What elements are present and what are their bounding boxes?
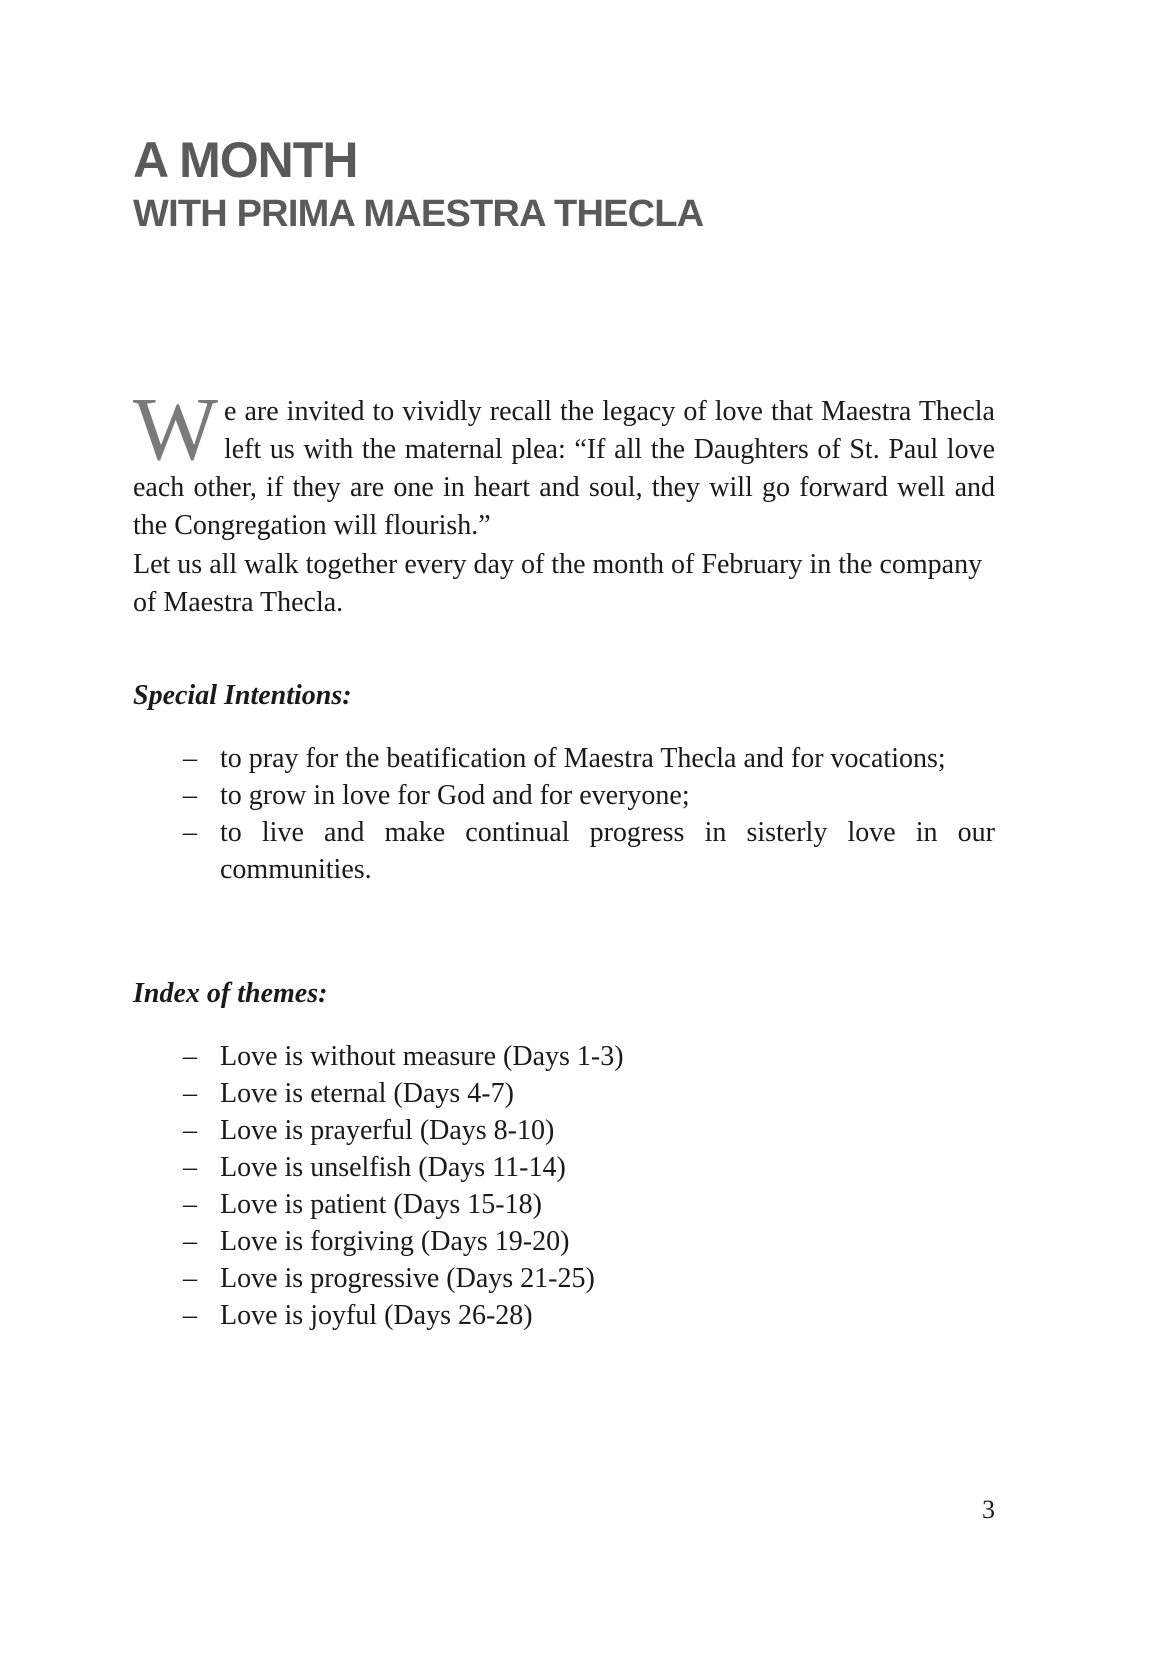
list-item-text: Love is patient (Days 15-18): [220, 1189, 542, 1220]
dash-bullet: –: [183, 817, 197, 848]
dash-bullet: –: [183, 1189, 197, 1220]
dash-bullet: –: [183, 1226, 197, 1257]
intro-text-2: Let us all walk together every day of the month of February in the company of Maestra Thecla.: [133, 549, 983, 618]
list-item-text: to grow in love for God and for everyone;: [220, 780, 690, 811]
dash-bullet: –: [183, 1115, 197, 1146]
list-item-text: Love is unselfish (Days 11-14): [220, 1152, 566, 1183]
list-item: [133, 1075, 995, 1112]
intro-paragraph-2: [133, 546, 995, 622]
list-item-text: to pray for the beatification of Maestra Thecla and for vocations;: [220, 743, 946, 774]
dash-bullet: –: [183, 743, 197, 774]
list-item-text: Love is joyful (Days 26-28): [220, 1300, 533, 1331]
dash-bullet: –: [183, 1300, 197, 1331]
list-item-text: Love is progressive (Days 21-25): [220, 1263, 595, 1294]
intro-text: e are invited to vividly recall the legacy of love that Maestra Thecla left us with the maternal plea: “If all the Daughters of St. Paul love each other, if they are one in heart and soul, they will go forward well and the Congregation will flourish.”: [133, 396, 995, 541]
intro-paragraph: [133, 380, 995, 545]
list-item: [133, 814, 995, 888]
title-block: [133, 130, 1013, 238]
index-of-themes-list: [133, 1038, 995, 1334]
index-of-themes-heading: Index of themes:: [133, 978, 328, 1009]
list-item-text: Love is eternal (Days 4-7): [220, 1078, 514, 1109]
list-item-text: to live and make continual progress in sisterly love in our communities.: [220, 817, 995, 885]
special-intentions-list: [133, 740, 995, 888]
list-item: [133, 1149, 995, 1186]
list-item-text: Love is without measure (Days 1-3): [220, 1041, 624, 1072]
list-item: [133, 1186, 995, 1223]
list-item: [133, 1112, 995, 1149]
page-subtitle: WITH PRIMA MAESTRA THECLA: [133, 193, 704, 235]
dash-bullet: –: [183, 780, 197, 811]
list-item: [133, 1223, 995, 1260]
dash-bullet: –: [183, 1263, 197, 1294]
list-item: [133, 777, 995, 814]
drop-cap-letter: W: [133, 380, 218, 479]
special-intentions-heading: Special Intentions:: [133, 680, 352, 711]
dash-bullet: –: [183, 1078, 197, 1109]
list-item-text: Love is prayerful (Days 8-10): [220, 1115, 555, 1146]
list-item: [133, 1297, 995, 1334]
dash-bullet: –: [183, 1152, 197, 1183]
list-item: [133, 740, 995, 777]
page-number: 3: [982, 1495, 995, 1524]
dash-bullet: –: [183, 1041, 197, 1072]
list-item: [133, 1038, 995, 1075]
list-item: [133, 1260, 995, 1297]
page-title: A MONTH: [133, 132, 358, 188]
list-item-text: Love is forgiving (Days 19-20): [220, 1226, 570, 1257]
